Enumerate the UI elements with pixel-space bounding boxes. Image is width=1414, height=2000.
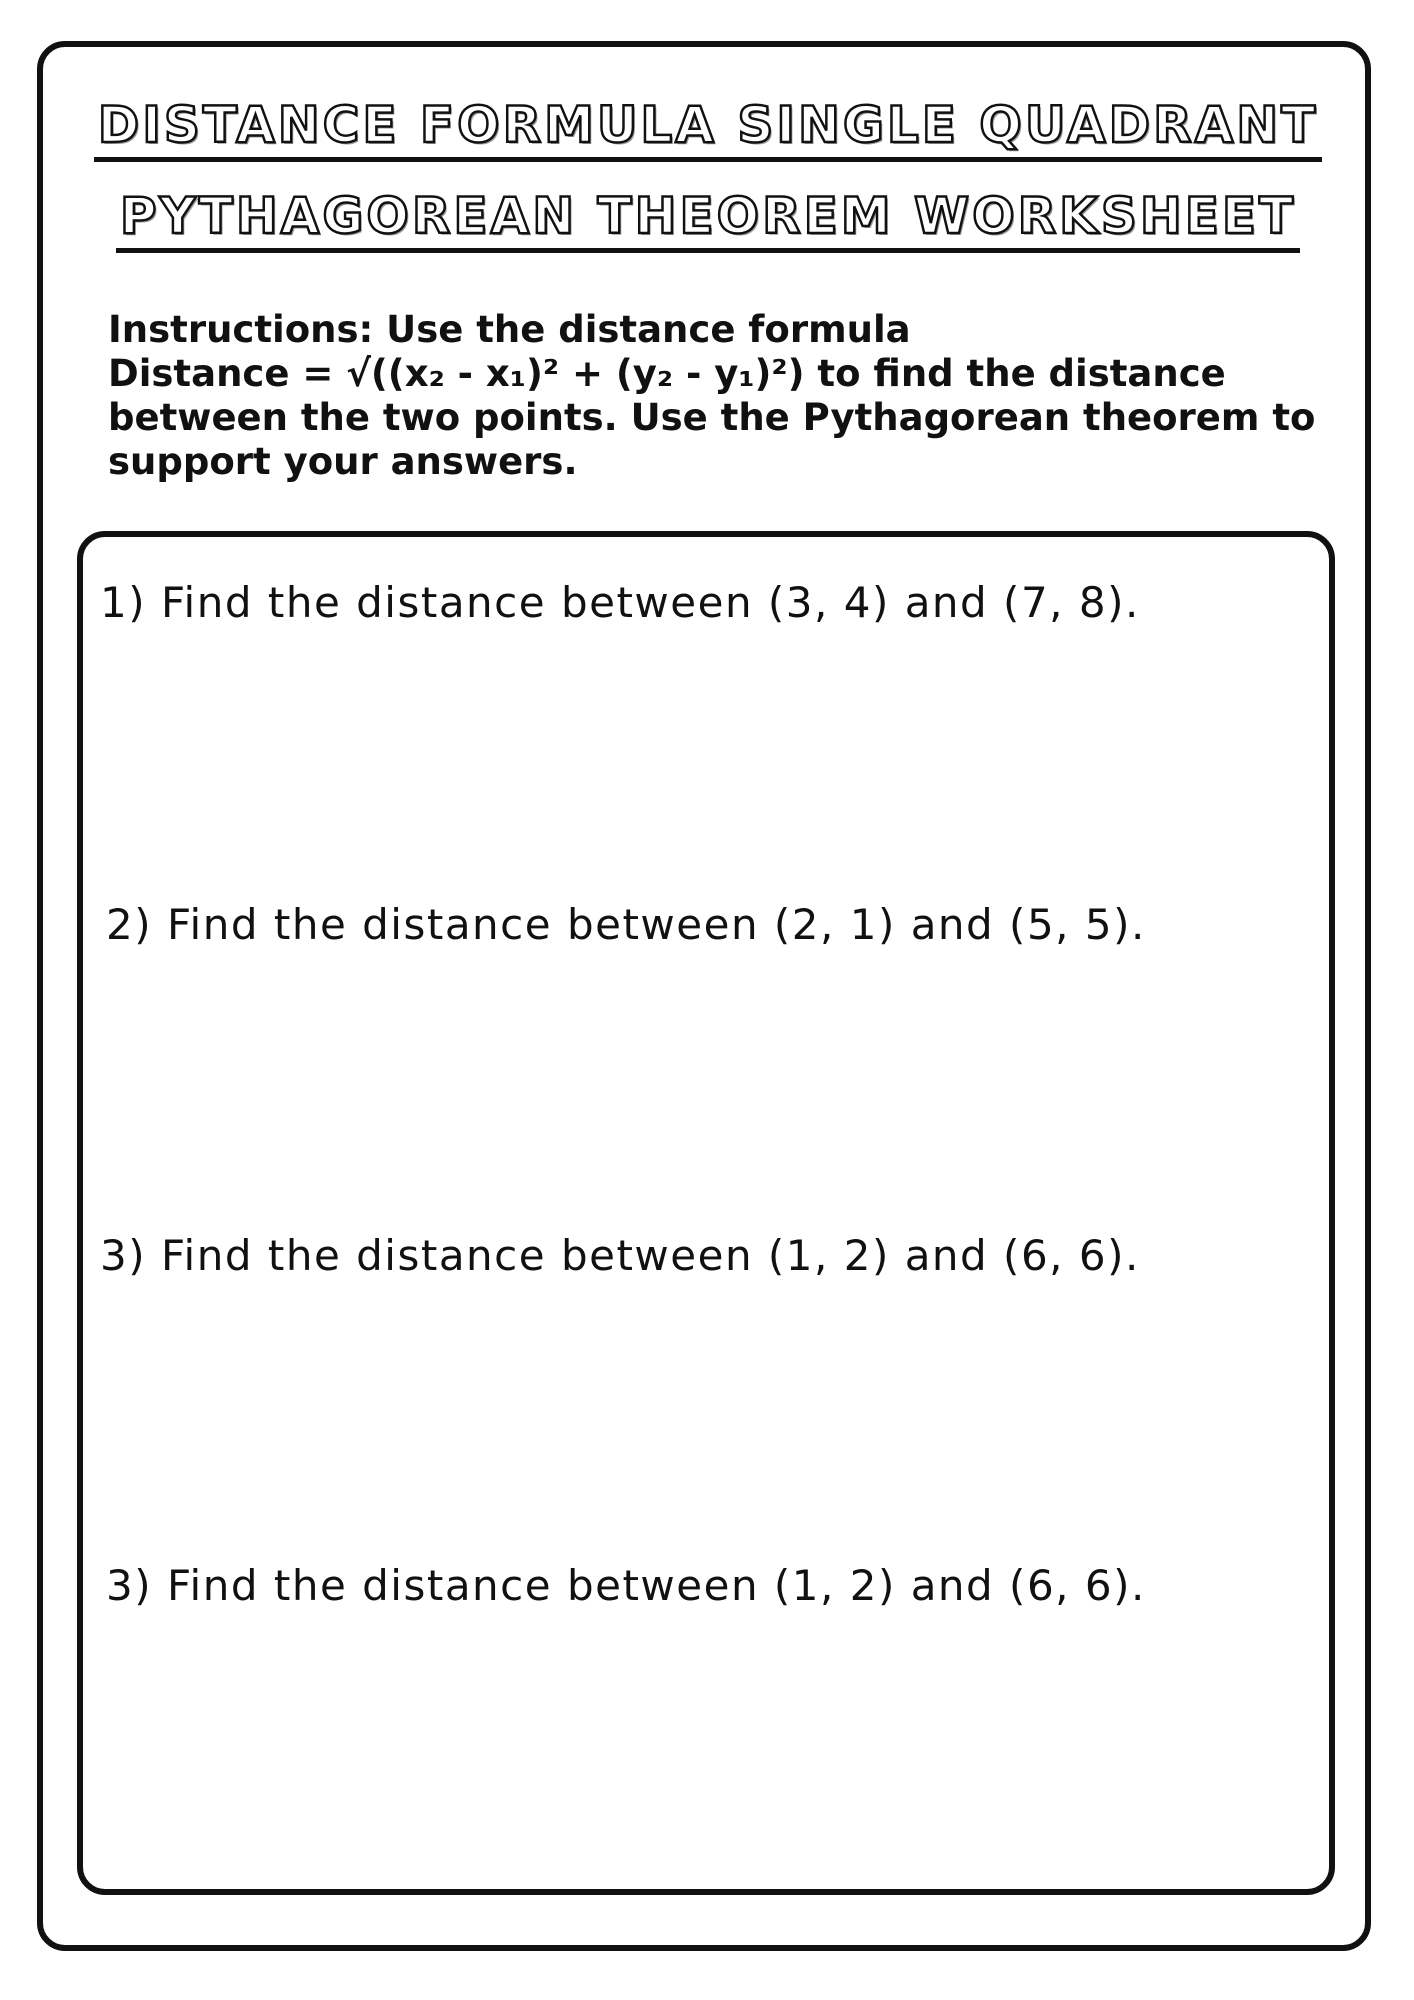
worksheet-title-line-1 [70, 95, 1346, 162]
title-text-1: DISTANCE FORMULA SINGLE QUADRANT [94, 95, 1322, 162]
worksheet-title-line-2 [70, 186, 1346, 253]
question-2: 2) Find the distance between (2, 1) and (5, 5). [106, 900, 1146, 949]
instructions-line-2: Distance = √((x₂ - x₁)² + (y₂ - y₁)²) to find the distance [108, 352, 1226, 395]
title-text-2: PYTHAGOREAN THEOREM WORKSHEET [116, 186, 1300, 253]
instructions-line-4: support your answers. [108, 440, 578, 483]
instructions-block [108, 308, 1328, 484]
instructions-line-3: between the two points. Use the Pythagorean theorem to [108, 396, 1316, 439]
questions-answer-box [77, 531, 1335, 1895]
question-4: 3) Find the distance between (1, 2) and (6, 6). [106, 1561, 1146, 1610]
question-1: 1) Find the distance between (3, 4) and (7, 8). [100, 578, 1140, 627]
instructions-line-1: Instructions: Use the distance formula [108, 308, 911, 351]
question-3: 3) Find the distance between (1, 2) and (6, 6). [100, 1231, 1140, 1280]
